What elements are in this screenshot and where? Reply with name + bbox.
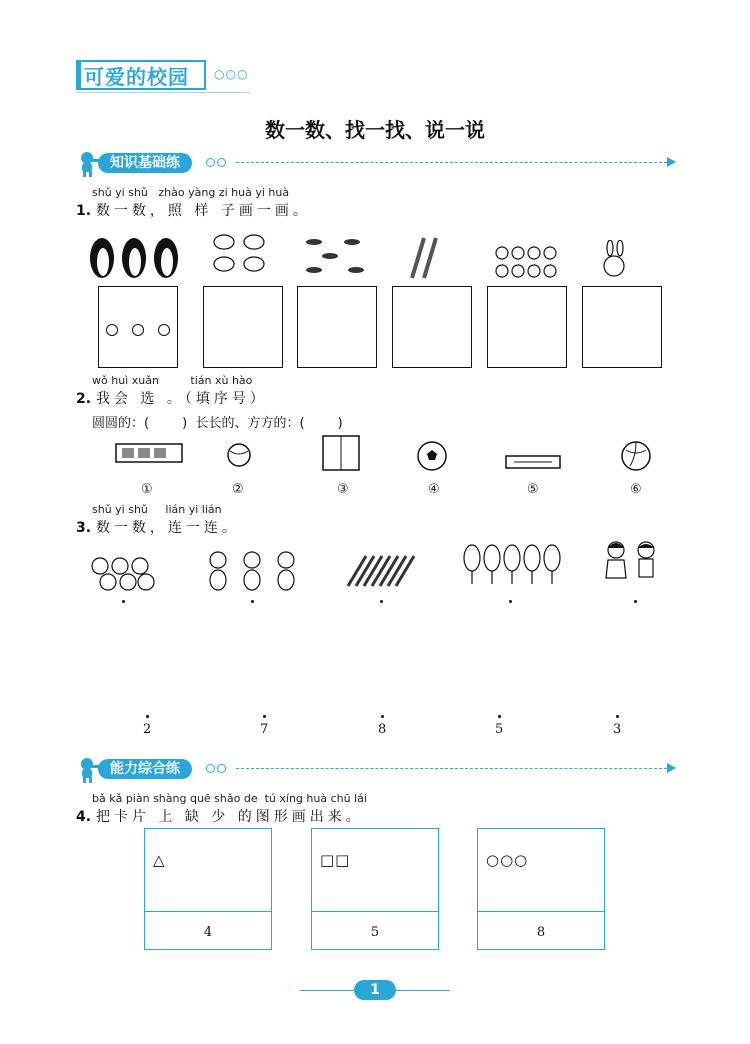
answer-box-6[interactable]	[582, 286, 662, 368]
soccer-ball-picture	[416, 440, 448, 472]
cabinet-picture	[320, 434, 362, 474]
dashed-line	[236, 162, 672, 163]
choice-label: ④	[428, 482, 440, 497]
q1-question	[76, 200, 311, 220]
shape-card[interactable]	[477, 828, 605, 950]
q2-number: 2.	[76, 391, 92, 407]
q4-pinyin: bǎ kǎ piàn shàng quē shǎo de tú xíng huà chū lái	[92, 792, 367, 805]
q1-text: 数一数，照 样 子画一画。	[95, 203, 311, 219]
card-shapes: ○○○	[486, 851, 529, 869]
ring-icon	[217, 158, 226, 167]
number-label: 3	[613, 722, 622, 737]
number-label: 7	[260, 722, 269, 737]
q2-pinyin: wǒ huì xuǎn tián xù hào	[92, 374, 253, 387]
section-banner-basic	[76, 150, 672, 176]
section-label: 知识基础练	[98, 153, 192, 173]
volleyball-picture	[620, 440, 652, 472]
card-number: 5	[370, 925, 380, 940]
q4-question	[76, 806, 364, 826]
q1-pinyin: shǔ yi shǔ zhào yàng zi huà yi huà	[92, 186, 290, 199]
cats-picture	[204, 548, 300, 592]
dashed-line	[236, 768, 672, 769]
choice-label: ⑥	[630, 482, 642, 497]
pencil-box-picture	[114, 440, 184, 466]
rabbit-picture	[598, 240, 632, 280]
example-circles	[99, 321, 177, 340]
connect-dot[interactable]	[263, 715, 266, 718]
header-dots: ○○○	[214, 67, 249, 81]
shape-card[interactable]	[311, 828, 439, 950]
q3-text: 数一数，连一连。	[95, 520, 240, 536]
arrow-icon	[667, 157, 676, 167]
choice-label: ②	[232, 482, 244, 497]
header-rule	[76, 92, 250, 93]
answer-box-3[interactable]	[297, 286, 377, 368]
penguins-picture	[86, 228, 182, 282]
circle-icon	[158, 324, 170, 336]
card-shapes: △	[153, 851, 166, 869]
connect-dot[interactable]	[381, 715, 384, 718]
q3-number: 3.	[76, 520, 92, 536]
q3-question	[76, 517, 240, 537]
trees-picture	[462, 544, 562, 586]
connect-dot[interactable]	[251, 600, 254, 603]
ball-picture	[226, 442, 252, 468]
choice-label: ③	[337, 482, 349, 497]
ants-picture	[300, 232, 372, 280]
number-label: 2	[143, 722, 152, 737]
q3-pinyin: shǔ yi shǔ lián yi lián	[92, 503, 222, 516]
answer-box-5[interactable]	[487, 286, 567, 368]
ring-icon	[206, 764, 215, 773]
connect-dot[interactable]	[616, 715, 619, 718]
arrow-icon	[667, 763, 676, 773]
q2-prompt: 圆圆的：( ) 长长的、方方的：( )	[92, 416, 343, 431]
q2-text: 我会 选 。（填序号）	[95, 391, 268, 407]
card-shapes: □□	[320, 851, 351, 869]
ruler-picture	[504, 452, 562, 472]
card-divider	[145, 911, 271, 912]
circle-icon	[132, 324, 144, 336]
card-number: 8	[536, 925, 546, 940]
section-label: 能力综合练	[98, 759, 192, 779]
card-divider	[478, 911, 604, 912]
number-label: 5	[495, 722, 504, 737]
connect-dot[interactable]	[509, 600, 512, 603]
number-label: 8	[378, 722, 387, 737]
shape-card[interactable]	[144, 828, 272, 950]
section-banner-ability	[76, 756, 672, 782]
q4-text: 把卡片 上 缺 少 的图形画出来。	[95, 809, 364, 825]
apples-picture	[88, 554, 158, 592]
ring-icon	[206, 158, 215, 167]
card-number: 4	[203, 925, 213, 940]
ring-icon	[217, 764, 226, 773]
choice-label: ①	[141, 482, 153, 497]
page-number: 1	[354, 980, 396, 1000]
answer-box-1[interactable]	[98, 286, 178, 368]
children-picture	[600, 540, 664, 588]
connect-dot[interactable]	[146, 715, 149, 718]
connect-dot[interactable]	[380, 600, 383, 603]
circle-icon	[106, 324, 118, 336]
choice-label: ⑤	[527, 482, 539, 497]
card-divider	[312, 911, 438, 912]
pencils-picture	[344, 552, 416, 590]
sheep-picture	[210, 230, 272, 278]
answer-box-4[interactable]	[392, 286, 472, 368]
strawberries-picture	[492, 244, 562, 280]
q1-number: 1.	[76, 203, 92, 219]
answer-box-2[interactable]	[203, 286, 283, 368]
connect-dot[interactable]	[122, 600, 125, 603]
unit-title: 可爱的校园	[84, 65, 189, 89]
connect-dot[interactable]	[634, 600, 637, 603]
page-title: 数一数、找一找、说一说	[265, 118, 485, 142]
q4-number: 4.	[76, 809, 92, 825]
connect-dot[interactable]	[498, 715, 501, 718]
sticks-picture	[404, 234, 444, 280]
q2-question	[76, 388, 268, 408]
